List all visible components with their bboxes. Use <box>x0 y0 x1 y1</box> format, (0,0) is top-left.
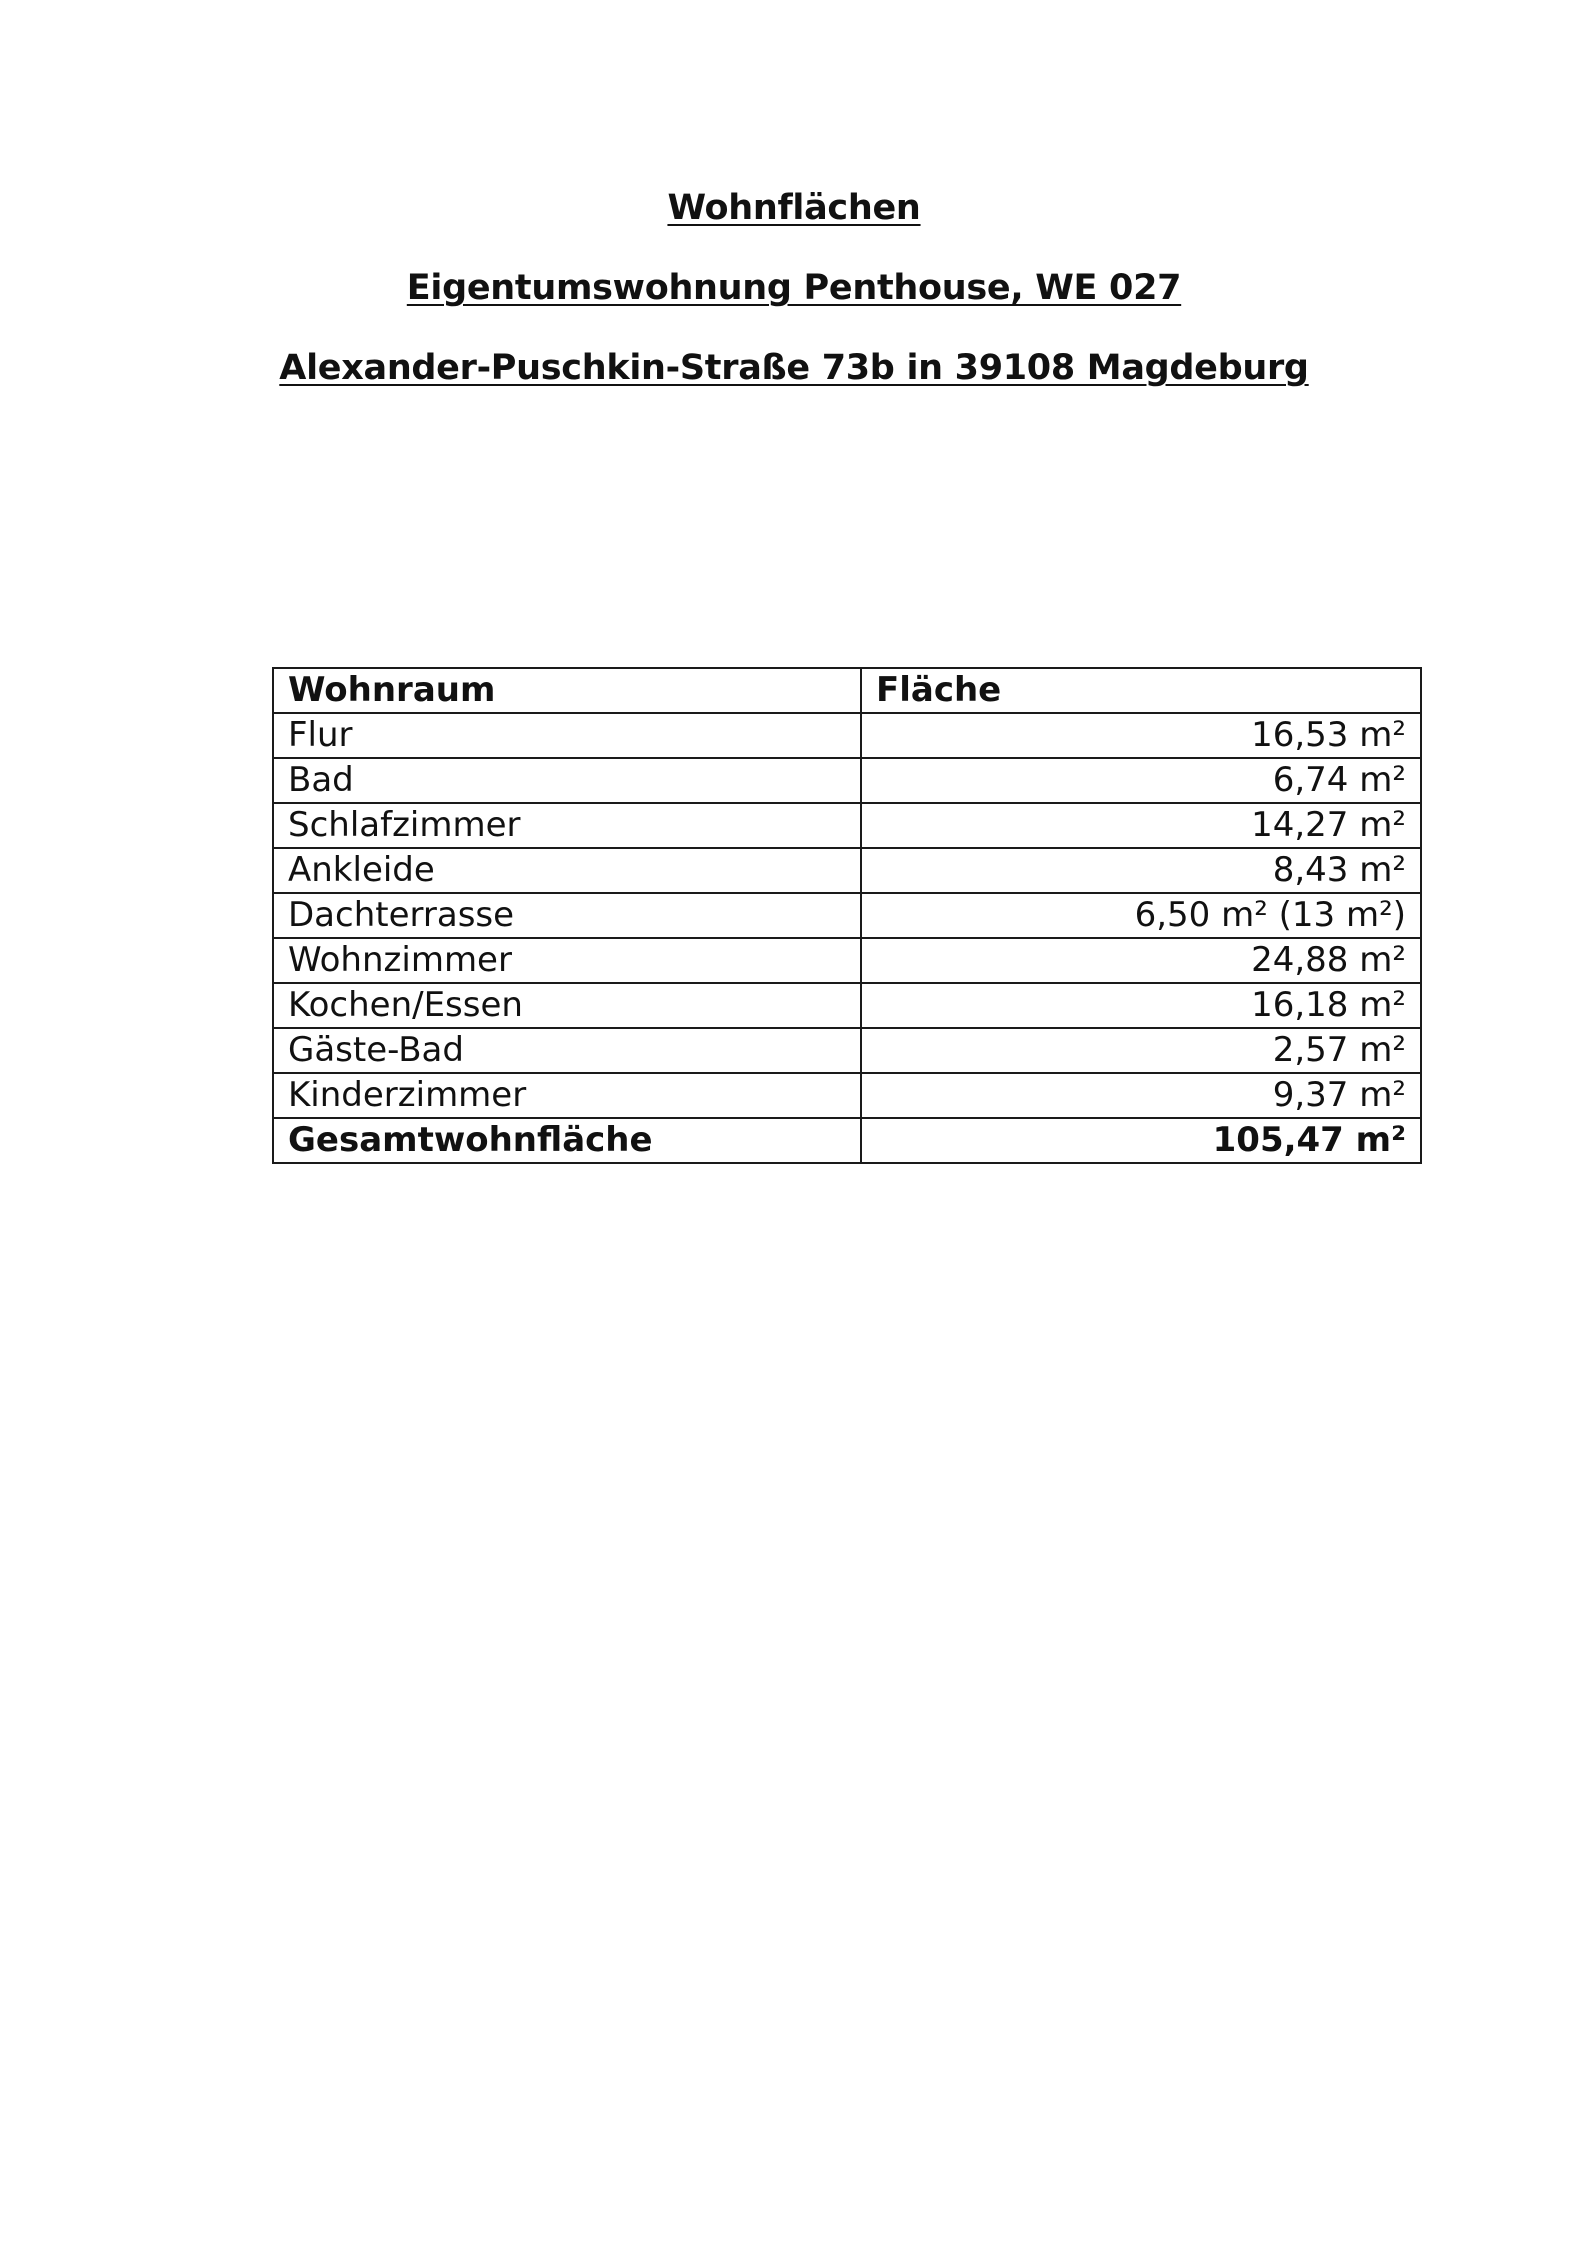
room-area: 8,43 m² <box>861 848 1421 893</box>
table-row <box>273 983 1421 1028</box>
living-area-table <box>272 667 1422 1164</box>
room-area: 6,74 m² <box>861 758 1421 803</box>
room-name: Dachterrasse <box>273 893 861 938</box>
room-name: Kinderzimmer <box>273 1073 861 1118</box>
room-area: 6,50 m² (13 m²) <box>861 893 1421 938</box>
room-area: 16,18 m² <box>861 983 1421 1028</box>
table-row <box>273 1073 1421 1118</box>
table-header-row <box>273 668 1421 713</box>
room-name: Ankleide <box>273 848 861 893</box>
total-label: Gesamtwohnfläche <box>273 1118 861 1163</box>
room-name: Schlafzimmer <box>273 803 861 848</box>
total-row <box>273 1118 1421 1163</box>
table-row <box>273 1028 1421 1073</box>
document-title: Wohnflächen <box>667 188 921 228</box>
room-name: Flur <box>273 713 861 758</box>
table-row <box>273 893 1421 938</box>
room-name: Wohnzimmer <box>273 938 861 983</box>
column-header-area: Fläche <box>861 668 1421 713</box>
table-row <box>273 848 1421 893</box>
room-name: Kochen/Essen <box>273 983 861 1028</box>
room-name: Gäste-Bad <box>273 1028 861 1073</box>
table-row <box>273 758 1421 803</box>
total-area: 105,47 m² <box>861 1118 1421 1163</box>
room-area: 9,37 m² <box>861 1073 1421 1118</box>
room-area: 16,53 m² <box>861 713 1421 758</box>
document-header <box>0 186 1588 390</box>
table-row <box>273 938 1421 983</box>
column-header-room: Wohnraum <box>273 668 861 713</box>
room-area: 24,88 m² <box>861 938 1421 983</box>
document-subtitle: Eigentumswohnung Penthouse, WE 027 <box>406 268 1182 308</box>
room-area: 2,57 m² <box>861 1028 1421 1073</box>
table-row <box>273 803 1421 848</box>
room-area: 14,27 m² <box>861 803 1421 848</box>
table-row <box>273 713 1421 758</box>
document-address: Alexander-Puschkin-Straße 73b in 39108 Magdeburg <box>279 348 1309 388</box>
room-name: Bad <box>273 758 861 803</box>
